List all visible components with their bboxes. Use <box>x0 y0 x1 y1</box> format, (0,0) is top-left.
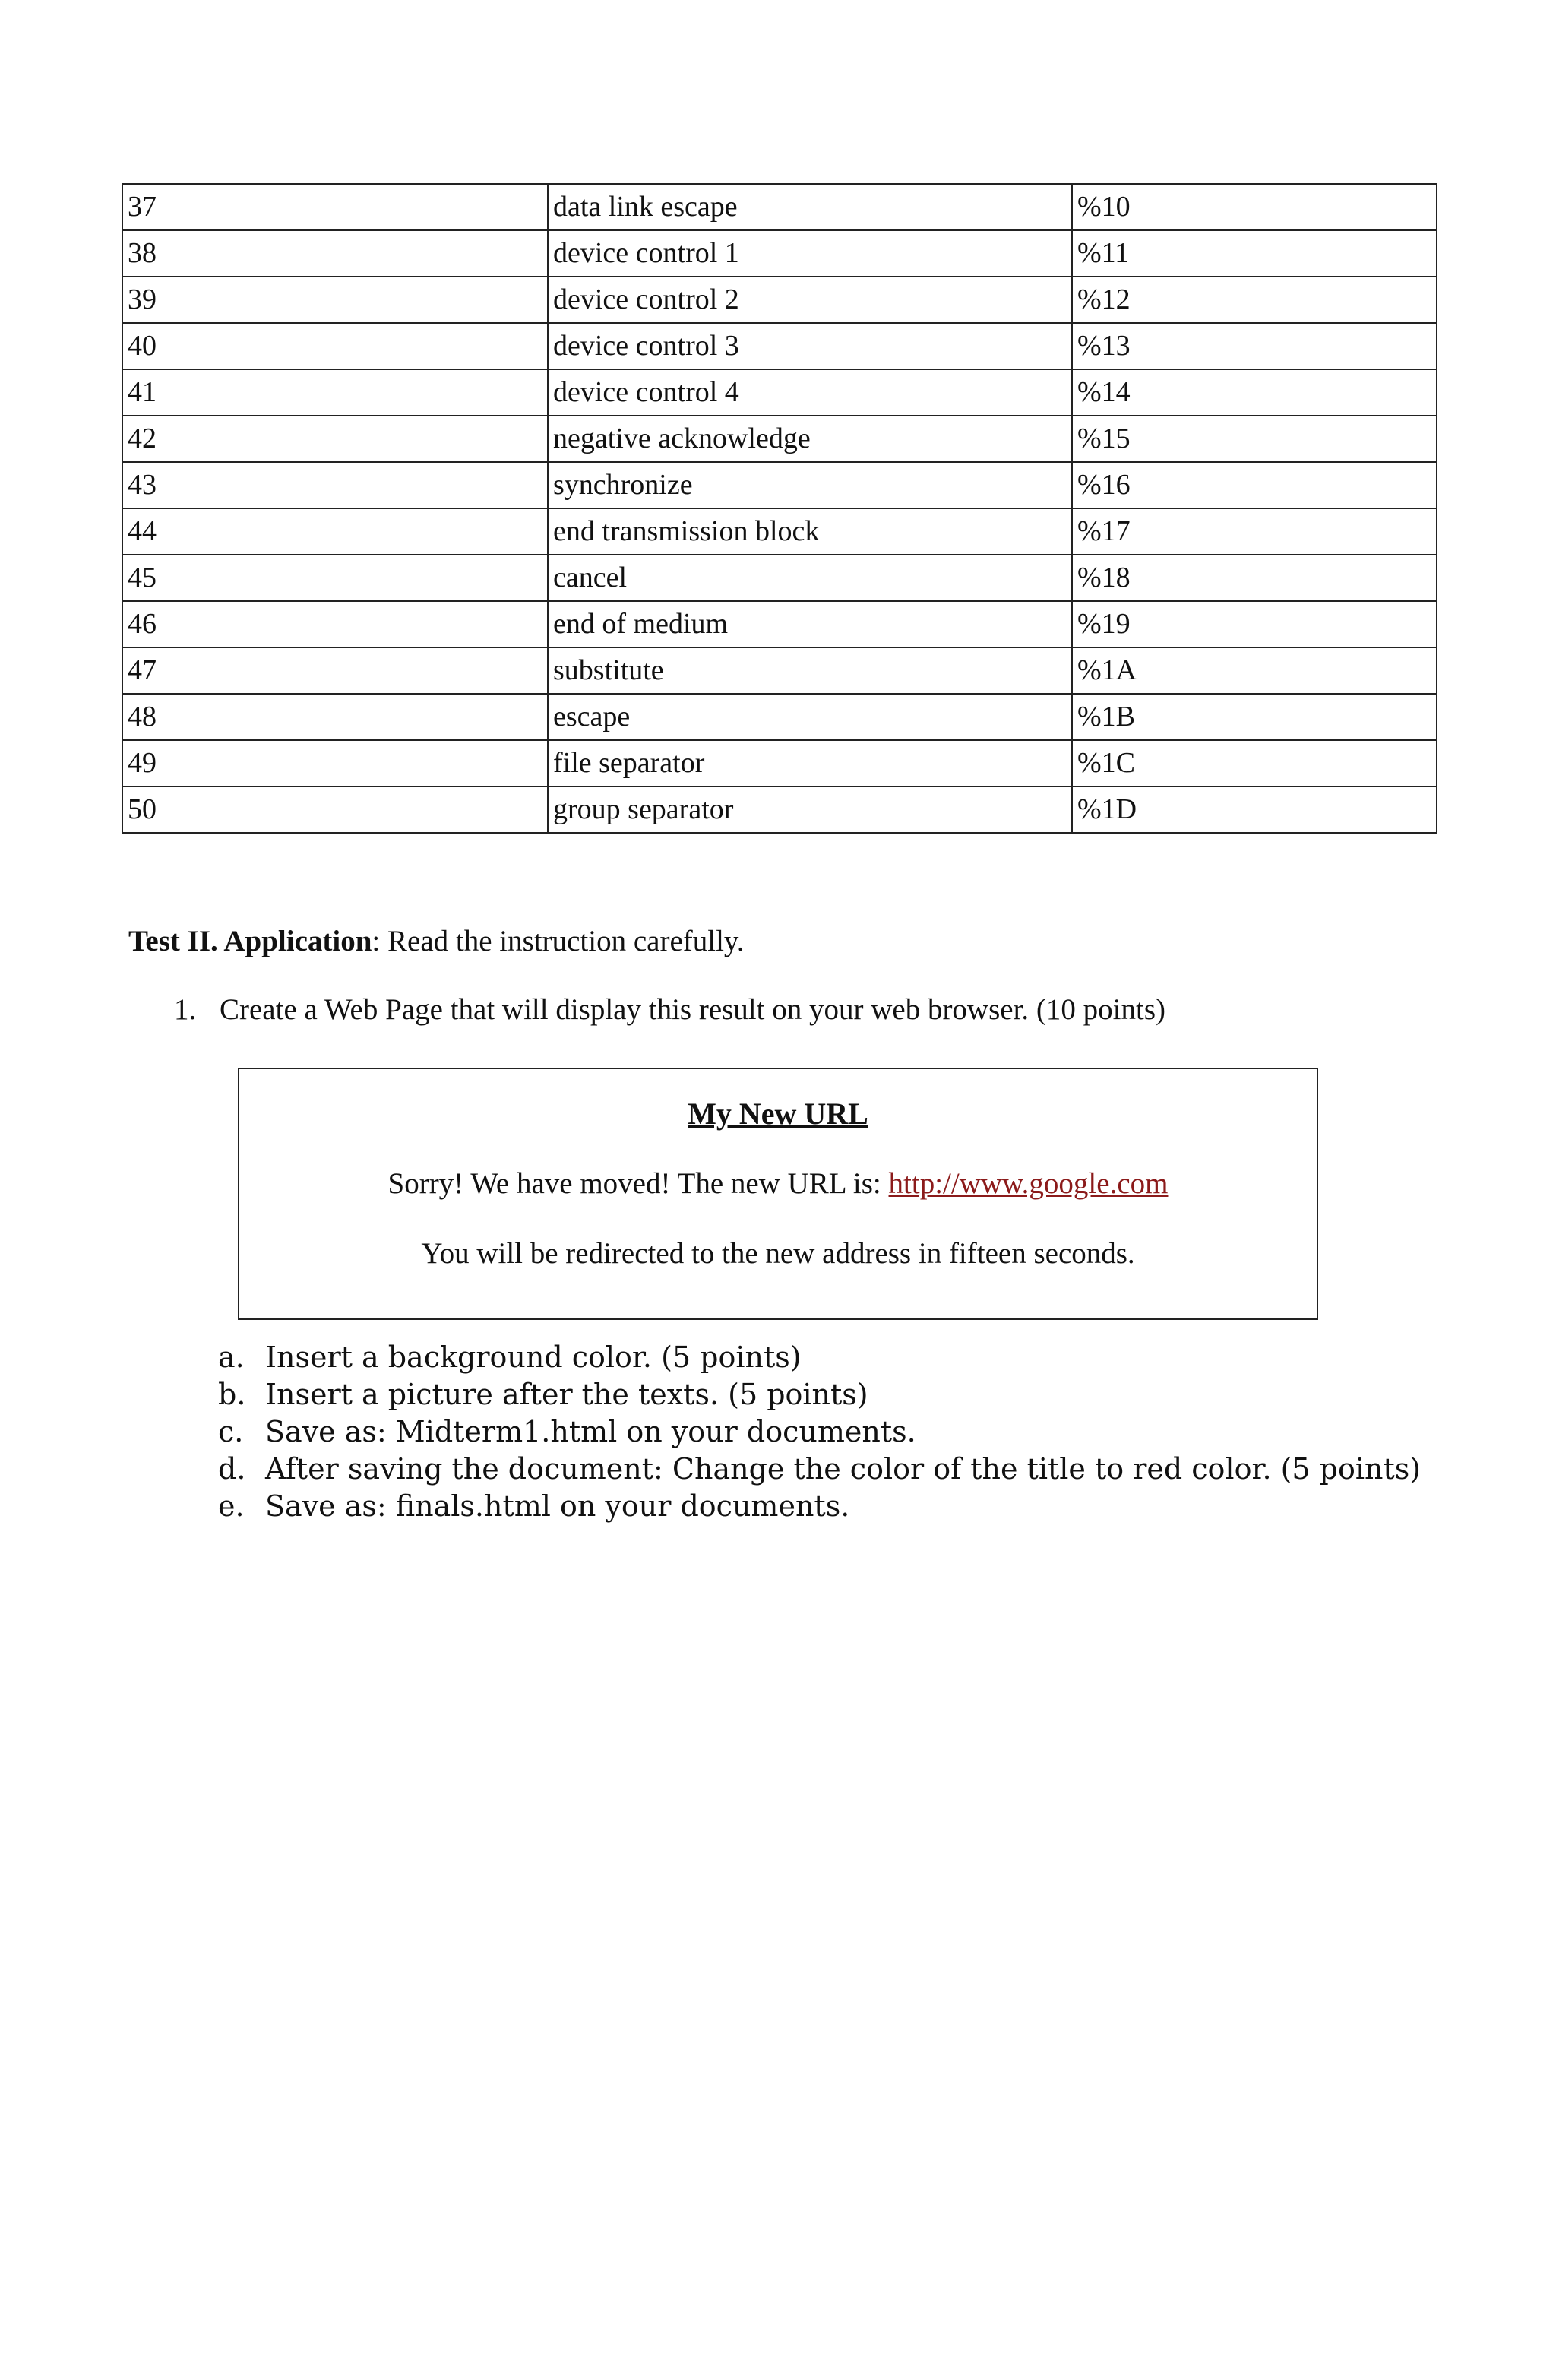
table-cell-code: 39 <box>122 277 548 323</box>
table-cell-name: device control 3 <box>548 323 1072 369</box>
table-cell-hex: %16 <box>1072 462 1437 508</box>
list-item-text: Insert a picture after the texts. (5 points) <box>265 1378 868 1411</box>
table-cell-code: 41 <box>122 369 548 416</box>
list-item-letter: e. <box>218 1489 245 1523</box>
table-row <box>122 230 1437 277</box>
table-cell-hex: %1C <box>1072 740 1437 786</box>
list-item-letter: a. <box>218 1340 245 1374</box>
list-item <box>218 1376 1421 1413</box>
sample-output-box <box>238 1068 1318 1320</box>
table-cell-name: file separator <box>548 740 1072 786</box>
table-cell-code: 43 <box>122 462 548 508</box>
table-cell-hex: %1B <box>1072 694 1437 740</box>
table-cell-name: device control 1 <box>548 230 1072 277</box>
list-item <box>218 1451 1421 1488</box>
list-item-text: Save as: finals.html on your documents. <box>265 1489 850 1523</box>
instruction-subitems <box>218 1339 1421 1525</box>
table-row <box>122 323 1437 369</box>
sample-line-2: You will be redirected to the new address in fifteen seconds. <box>421 1237 1135 1270</box>
table-cell-code: 50 <box>122 786 548 833</box>
table-row <box>122 184 1437 230</box>
table-row <box>122 369 1437 416</box>
list-item-letter: b. <box>218 1378 246 1411</box>
table-row <box>122 694 1437 740</box>
table-cell-code: 38 <box>122 230 548 277</box>
section-heading-rest: : Read the instruction carefully. <box>372 925 745 957</box>
ascii-code-table <box>122 183 1437 834</box>
table-cell-hex: %1D <box>1072 786 1437 833</box>
table-cell-hex: %15 <box>1072 416 1437 462</box>
list-item-text: Insert a background color. (5 points) <box>265 1340 802 1374</box>
table-row <box>122 555 1437 601</box>
table-cell-hex: %1A <box>1072 647 1437 694</box>
table-cell-name: substitute <box>548 647 1072 694</box>
sample-line-1-prefix: Sorry! We have moved! The new URL is: <box>387 1167 889 1200</box>
table-row <box>122 508 1437 555</box>
table-cell-name: end transmission block <box>548 508 1072 555</box>
table-row <box>122 416 1437 462</box>
table-row <box>122 740 1437 786</box>
list-item <box>218 1339 1421 1376</box>
section-heading <box>128 921 745 962</box>
table-row <box>122 647 1437 694</box>
sample-line-1 <box>239 1163 1317 1204</box>
table-row <box>122 601 1437 647</box>
table-row <box>122 786 1437 833</box>
table-cell-name: device control 2 <box>548 277 1072 323</box>
table-cell-hex: %11 <box>1072 230 1437 277</box>
table-cell-name: cancel <box>548 555 1072 601</box>
table-cell-name: data link escape <box>548 184 1072 230</box>
table-cell-code: 42 <box>122 416 548 462</box>
list-item-letter: d. <box>218 1452 246 1486</box>
table-cell-name: negative acknowledge <box>548 416 1072 462</box>
list-item <box>218 1488 1421 1525</box>
table-row <box>122 277 1437 323</box>
table-cell-hex: %19 <box>1072 601 1437 647</box>
table-cell-hex: %12 <box>1072 277 1437 323</box>
table-cell-code: 48 <box>122 694 548 740</box>
table-cell-code: 37 <box>122 184 548 230</box>
table-cell-name: end of medium <box>548 601 1072 647</box>
table-body <box>122 184 1437 833</box>
table-cell-name: escape <box>548 694 1072 740</box>
sample-url-link[interactable]: http://www.google.com <box>888 1167 1169 1200</box>
table-cell-hex: %18 <box>1072 555 1437 601</box>
section-heading-bold: Test II. Application <box>128 925 372 957</box>
question-1-text: Create a Web Page that will display this result on your web browser. (10 points) <box>220 993 1165 1026</box>
table-cell-code: 46 <box>122 601 548 647</box>
table-cell-name: device control 4 <box>548 369 1072 416</box>
list-item <box>218 1413 1421 1451</box>
table-cell-code: 45 <box>122 555 548 601</box>
table-cell-code: 49 <box>122 740 548 786</box>
question-1-number: 1. <box>174 993 197 1026</box>
table-cell-hex: %17 <box>1072 508 1437 555</box>
table-cell-hex: %10 <box>1072 184 1437 230</box>
list-item-text: After saving the document: Change the color of the title to red color. (5 points) <box>265 1452 1422 1486</box>
list-item-text: Save as: Midterm1.html on your documents. <box>265 1415 916 1448</box>
table-cell-name: group separator <box>548 786 1072 833</box>
question-1 <box>174 989 1165 1030</box>
table-cell-hex: %14 <box>1072 369 1437 416</box>
list-item-letter: c. <box>218 1415 244 1448</box>
table-cell-code: 44 <box>122 508 548 555</box>
table-cell-hex: %13 <box>1072 323 1437 369</box>
table-cell-name: synchronize <box>548 462 1072 508</box>
table-cell-code: 40 <box>122 323 548 369</box>
sample-title: My New URL <box>688 1097 868 1131</box>
table-cell-code: 47 <box>122 647 548 694</box>
table-row <box>122 462 1437 508</box>
